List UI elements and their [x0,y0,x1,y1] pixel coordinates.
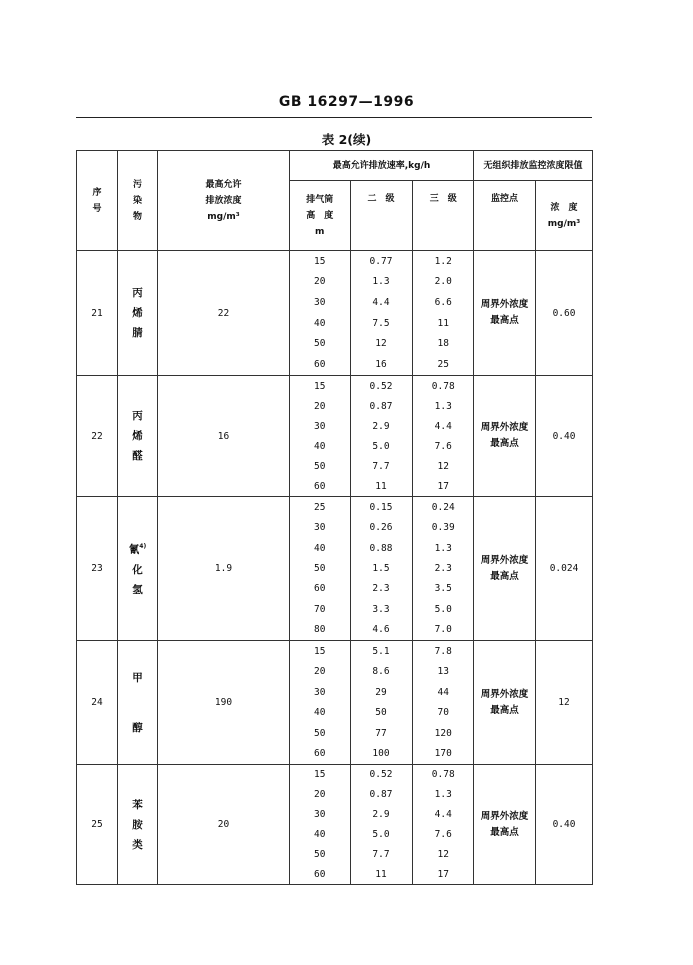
pollutant-char: 胺 [132,818,143,831]
grade-2-value: 0.87 [350,396,412,416]
pollutant-char: 丙 [132,287,143,299]
pollutant-char: 甲 [132,671,143,684]
monitor-point-line: 最高点 [490,438,519,449]
row-seq: 21 [77,251,118,376]
pollutant-char: 苯 [132,798,143,811]
emission-limits-table [76,150,593,885]
stack-height-value: 40 [290,436,350,456]
grade-2-value: 0.77 [350,251,412,272]
monitor-point-line: 周界外浓度 [480,810,529,822]
stack-height-value: 30 [290,416,350,436]
monitor-point-line: 最高点 [490,704,519,716]
grade-3-value: 11 [437,317,449,329]
col-header-fugitive-group: 无组织排放监控浓度限值 [474,151,593,181]
stack-height-value: 30 [290,682,350,703]
grade-3-value: 0.78 [431,380,455,392]
stack-height-value: 60 [290,579,350,599]
grade-3-value: 170 [434,748,452,760]
stack-height-value: 50 [290,723,350,744]
row-monitor-point [474,641,536,765]
table-row [77,765,593,885]
rate-subheader [290,181,474,251]
stack-height-value: 20 [290,396,350,416]
row-pollutant-name [118,251,158,376]
grade-2-value: 4.4 [350,292,412,313]
rate-subrow [290,723,474,744]
row-max-concentration: 16 [158,376,290,497]
grade-3-value: 0.78 [431,769,455,781]
stack-height-value: 40 [290,824,350,844]
rate-subrow [290,456,474,476]
grade-3-value: 1.3 [434,400,452,412]
pollutant-char: 丙 [132,410,143,422]
stack-height-value: 20 [290,272,350,293]
grade-2-value: 77 [350,723,412,744]
monitor-point-line: 周界外浓度 [480,688,529,700]
col-header-stack-height: 排气筒 高 度 m [290,181,350,250]
col-header-grade-2: 二 级 [350,181,412,250]
grade-3-value: 7.0 [434,624,452,636]
rate-subrow [290,620,474,640]
rate-subrow [290,864,474,884]
stack-height-value: 70 [290,599,350,619]
row-emission-rates [290,376,474,497]
stack-height-value: 60 [290,476,350,496]
monitor-point-line: 最高点 [490,826,519,838]
grade-3-value: 0.24 [431,501,455,513]
col-header-seq: 序 号 [77,151,118,251]
header-rule [76,117,592,118]
stack-height-value: 40 [290,313,350,334]
row-max-concentration: 22 [158,251,290,376]
row-seq: 23 [77,497,118,641]
col-header-max-concentration: 最高允许 排放浓度 mg/m³ [158,151,290,251]
stack-height-value: 60 [290,864,350,884]
rate-subrow [290,805,474,825]
grade-2-value: 4.6 [350,620,412,640]
grade-2-value: 0.26 [350,517,412,537]
grade-3-value: 2.3 [434,562,452,574]
grade-2-value: 0.88 [350,538,412,558]
stack-height-value: 80 [290,620,350,640]
grade-3-value: 17 [437,480,449,492]
grade-3-value: 7.6 [434,828,452,840]
col-header-grade-3: 三 级 [429,194,457,204]
grade-2-value: 50 [350,703,412,724]
grade-3-value: 44 [437,686,449,698]
grade-2-value: 29 [350,682,412,703]
pollutant-char: 烯 [132,430,143,442]
rate-subrow [290,703,474,724]
row-monitor-point [474,765,536,885]
row-monitor-point [474,251,536,376]
grade-3-value: 1.3 [434,789,452,801]
row-max-concentration: 1.9 [158,497,290,641]
row-emission-rates [290,641,474,765]
row-seq: 24 [77,641,118,765]
stack-height-value: 50 [290,558,350,578]
table-caption: 表 2(续) [321,132,372,147]
rate-subrow [290,416,474,436]
stack-height-value: 30 [290,517,350,537]
rate-subrow [290,579,474,599]
stack-height-value: 20 [290,662,350,683]
grade-2-value: 5.1 [350,641,412,662]
stack-height-value: 60 [290,744,350,765]
grade-2-value: 16 [350,354,412,375]
table-row [77,376,593,497]
monitor-point-line: 周界外浓度 [480,299,529,310]
rate-subrow [290,599,474,619]
grade-3-value: 17 [437,868,449,880]
rate-subrow [290,497,474,517]
grade-3-value: 7.6 [434,440,452,452]
grade-2-value: 2.3 [350,579,412,599]
row-concentration-limit: 0.024 [536,497,593,641]
rate-subrow [290,251,474,272]
monitor-point-line: 最高点 [490,315,519,326]
grade-3-value: 18 [437,338,449,350]
pollutant-char: 类 [132,838,143,851]
stack-height-value: 30 [290,805,350,825]
grade-2-value: 11 [350,864,412,884]
row-pollutant-name [118,376,158,497]
grade-3-value: 4.4 [434,809,452,821]
grade-3-value: 0.39 [431,522,455,534]
stack-height-value: 50 [290,844,350,864]
header-row-1 [77,151,593,181]
row-monitor-point [474,497,536,641]
rate-subrow [290,844,474,864]
rate-subrow [290,641,474,662]
table-row [77,497,593,641]
grade-3-value: 13 [437,666,449,678]
grade-3-value: 5.0 [434,603,452,615]
table-row [77,641,593,765]
pollutant-char: 氰$^{4)}$ [128,543,147,556]
row-seq: 22 [77,376,118,497]
rate-subrow [290,396,474,416]
table-row [77,251,593,376]
row-emission-rates [290,497,474,641]
row-max-concentration: 190 [158,641,290,765]
rate-subrow [290,765,474,785]
grade-2-value: 100 [350,744,412,765]
stack-height-value: 60 [290,354,350,375]
stack-height-value: 20 [290,785,350,805]
stack-height-value: 15 [290,376,350,396]
row-concentration-limit: 0.40 [536,376,593,497]
rate-subrow [290,662,474,683]
col-header-monitor-point: 监控点 [474,181,536,251]
grade-3-value: 3.5 [434,583,452,595]
grade-3-value: 70 [437,707,449,719]
pollutant-char: 氢 [132,583,143,596]
row-emission-rates [290,765,474,885]
stack-height-value: 50 [290,456,350,476]
grade-3-value: 6.6 [434,297,452,309]
grade-3-value: 12 [437,848,449,860]
pollutant-char: 化 [132,563,143,576]
grade-2-value: 5.0 [350,436,412,456]
standard-code: GB 16297—1996 [278,94,415,110]
grade-3-value: 25 [437,359,449,371]
grade-2-value: 7.7 [350,456,412,476]
row-concentration-limit: 0.40 [536,765,593,885]
grade-3-value: 4.4 [434,420,452,432]
grade-2-value: 0.87 [350,785,412,805]
grade-2-value: 12 [350,334,412,355]
rate-subrow [290,272,474,293]
row-concentration-limit: 0.60 [536,251,593,376]
pollutant-char: 醛 [132,450,143,462]
row-pollutant-name [118,765,158,885]
grade-2-value: 5.0 [350,824,412,844]
footnote-marker: 4) [139,543,147,551]
rate-subrow [290,785,474,805]
grade-2-value: 0.52 [350,376,412,396]
monitor-point-line: 周界外浓度 [480,422,529,433]
grade-3-value: 2.0 [434,276,452,288]
col-header-concentration: 浓 度 mg/m³ [536,181,593,251]
grade-3-value: 120 [434,727,452,739]
grade-2-value: 1.3 [350,272,412,293]
rate-subrow [290,682,474,703]
grade-2-value: 11 [350,476,412,496]
col-header-rate-group: 最高允许排放速率,kg/h [290,151,474,181]
rate-subrow [290,558,474,578]
grade-2-value: 1.5 [350,558,412,578]
grade-3-value: 1.3 [434,542,452,554]
row-pollutant-name [118,497,158,641]
stack-height-value: 40 [290,703,350,724]
pollutant-char: 腈 [132,327,143,339]
rate-subrow [290,376,474,396]
rate-subrow [290,436,474,456]
grade-2-value: 2.9 [350,805,412,825]
grade-2-value: 2.9 [350,416,412,436]
stack-height-value: 15 [290,765,350,785]
row-seq: 25 [77,765,118,885]
rate-subrow [290,313,474,334]
grade-2-value: 7.5 [350,313,412,334]
table-body [77,251,593,885]
col-header-pollutant: 污 染 物 [118,151,158,251]
stack-height-value: 30 [290,292,350,313]
stack-height-value: 25 [290,497,350,517]
grade-2-value: 8.6 [350,662,412,683]
grade-3-value: 1.2 [434,255,452,267]
pollutant-char: 醇 [132,721,143,734]
grade-2-value: 3.3 [350,599,412,619]
row-emission-rates [290,251,474,376]
row-monitor-point [474,376,536,497]
rate-subrow [290,334,474,355]
row-concentration-limit: 12 [536,641,593,765]
stack-height-value: 50 [290,334,350,355]
monitor-point-line: 最高点 [490,570,519,582]
stack-height-value: 15 [290,641,350,662]
grade-3-value: 12 [437,460,449,472]
rate-subrow [290,538,474,558]
rate-subrow [290,354,474,375]
row-max-concentration: 20 [158,765,290,885]
row-pollutant-name [118,641,158,765]
grade-2-value: 0.15 [350,497,412,517]
grade-2-value: 7.7 [350,844,412,864]
grade-3-value: 7.8 [434,645,452,657]
rate-subrow [290,292,474,313]
rate-subrow [290,476,474,496]
monitor-point-line: 周界外浓度 [480,554,529,566]
rate-subrow [290,517,474,537]
rate-subrow [290,824,474,844]
pollutant-char: 烯 [132,307,143,319]
rate-subrow [290,744,474,765]
grade-2-value: 0.52 [350,765,412,785]
stack-height-value: 15 [290,251,350,272]
stack-height-value: 40 [290,538,350,558]
